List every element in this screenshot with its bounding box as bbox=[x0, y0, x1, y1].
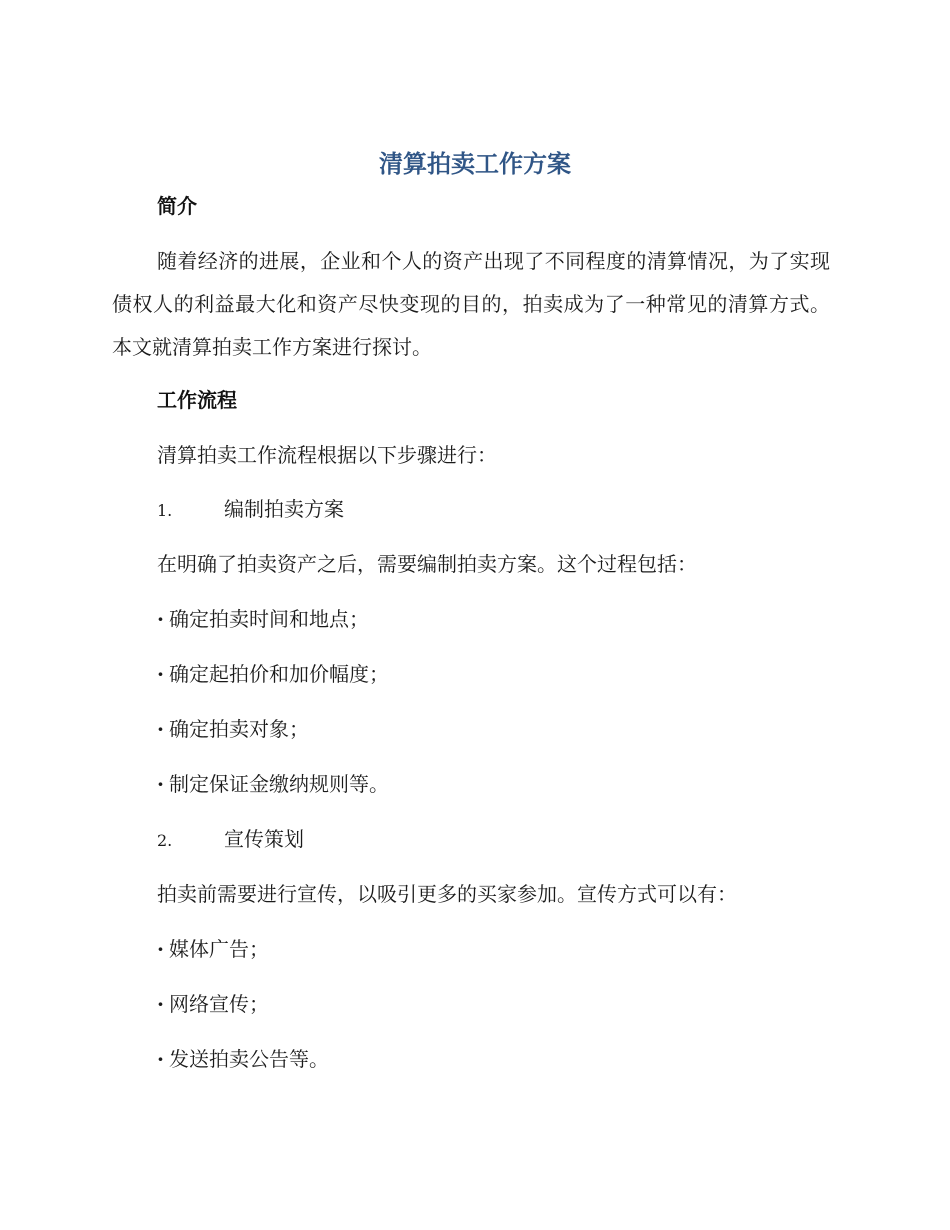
list-item-text: 媒体广告； bbox=[169, 937, 269, 961]
list-item-text: 确定起拍价和加价幅度； bbox=[169, 662, 389, 686]
list-item bbox=[157, 769, 389, 799]
workflow-intro: 清算拍卖工作流程根据以下步骤进行： bbox=[157, 443, 497, 467]
list-item-text: 确定拍卖时间和地点； bbox=[169, 607, 369, 631]
list-item-text: 发送拍卖公告等。 bbox=[169, 1047, 329, 1071]
step-title: 宣传策划 bbox=[224, 827, 304, 851]
list-item-text: 制定保证金缴纳规则等。 bbox=[169, 772, 389, 796]
bullet-icon: · bbox=[157, 992, 164, 1016]
step-number: 1. bbox=[157, 501, 173, 520]
bullet-icon: · bbox=[157, 772, 164, 796]
intro-paragraph: 随着经济的进展，企业和个人的资产出现了不同程度的清算情况，为了实现债权人的利益最大化和资产尽快变现的目的，拍卖成为了一种常见的清算方式。本文就清算拍卖工作方案进行探讨。 bbox=[112, 249, 830, 359]
list-item-text: 网络宣传； bbox=[169, 992, 269, 1016]
list-item bbox=[157, 604, 369, 634]
list-item-text: 确定拍卖对象； bbox=[169, 717, 309, 741]
list-item bbox=[157, 714, 309, 744]
bullet-icon: · bbox=[157, 1047, 164, 1071]
bullet-icon: · bbox=[157, 607, 164, 631]
list-item bbox=[157, 1044, 329, 1074]
step-number: 2. bbox=[157, 831, 173, 850]
step-2 bbox=[157, 824, 304, 856]
bullet-icon: · bbox=[157, 717, 164, 741]
list-item bbox=[157, 989, 269, 1019]
step-title: 编制拍卖方案 bbox=[224, 497, 344, 521]
intro-heading: 简介 bbox=[157, 194, 197, 218]
bullet-icon: · bbox=[157, 662, 164, 686]
step-1-description: 在明确了拍卖资产之后，需要编制拍卖方案。这个过程包括： bbox=[157, 552, 697, 576]
workflow-heading: 工作流程 bbox=[157, 388, 237, 412]
step-1 bbox=[157, 494, 344, 526]
list-item bbox=[157, 934, 269, 964]
list-item bbox=[157, 659, 389, 689]
bullet-icon: · bbox=[157, 937, 164, 961]
document-title: 清算拍卖工作方案 bbox=[379, 150, 571, 178]
step-2-description: 拍卖前需要进行宣传，以吸引更多的买家参加。宣传方式可以有： bbox=[157, 882, 737, 906]
